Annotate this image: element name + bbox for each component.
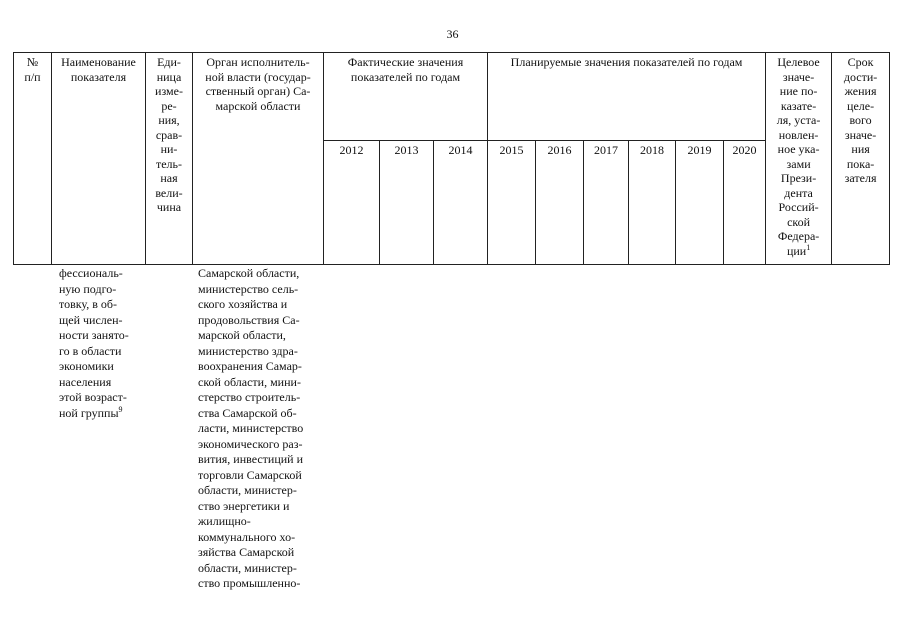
indicator-name-continuation bbox=[59, 266, 147, 421]
col-organ-header: Орган исполнитель- ной власти (государ- ственный орган) Са- марской области bbox=[193, 53, 324, 265]
col-actual-header: Фактические значения показателей по годам bbox=[324, 53, 488, 141]
year-cell: 2013 bbox=[380, 141, 434, 265]
col-target-header bbox=[766, 53, 832, 265]
col-target-text: Целевое значе- ние по- казате- ля, уста- новлен- ное ука- зами Прези- дента Россий- ской Федера- ции bbox=[776, 55, 821, 258]
year-cell: 2012 bbox=[324, 141, 380, 265]
indicators-table-header bbox=[13, 52, 890, 265]
col-number-header: № п/п bbox=[14, 53, 52, 265]
year-cell: 2020 bbox=[724, 141, 766, 265]
year-cell: 2019 bbox=[676, 141, 724, 265]
footnote-marker: 9 bbox=[118, 404, 123, 414]
col-name-header: Наименование показателя bbox=[52, 53, 146, 265]
year-cell: 2014 bbox=[434, 141, 488, 265]
col-planned-header: Планируемые значения показателей по годам bbox=[488, 53, 766, 141]
year-cell: 2016 bbox=[536, 141, 584, 265]
col-deadline-header: Срок дости- жения целе- вого значе- ния пока- зателя bbox=[832, 53, 890, 265]
year-cell: 2017 bbox=[584, 141, 629, 265]
footnote-marker: 1 bbox=[806, 242, 811, 252]
year-cell: 2015 bbox=[488, 141, 536, 265]
indicator-name-text: фессиональ- ную подго- товку, в об- щей числен- ности занято- го в области экономики населения этой возраст- ной группы bbox=[59, 266, 129, 420]
organ-list-continuation: Самарской области, министерство сель- ского хозяйства и продовольствия Са- марской области, министерство здра- воохранения Самар- ской области, мини- стерство строитель- ства Самарской об- ласти, министерство экономического раз- вития, инвестиций и торговли Самарской области, министер- ство энергетики и жилищно- коммунального хо- зяйства Самарской области, министер- ство промышленно- bbox=[198, 266, 304, 590]
page-number: 36 bbox=[446, 27, 459, 41]
col-unit-header: Еди- ница изме- ре- ния, срав- ни- тель- ная вели- чина bbox=[146, 53, 193, 265]
year-cell: 2018 bbox=[629, 141, 676, 265]
